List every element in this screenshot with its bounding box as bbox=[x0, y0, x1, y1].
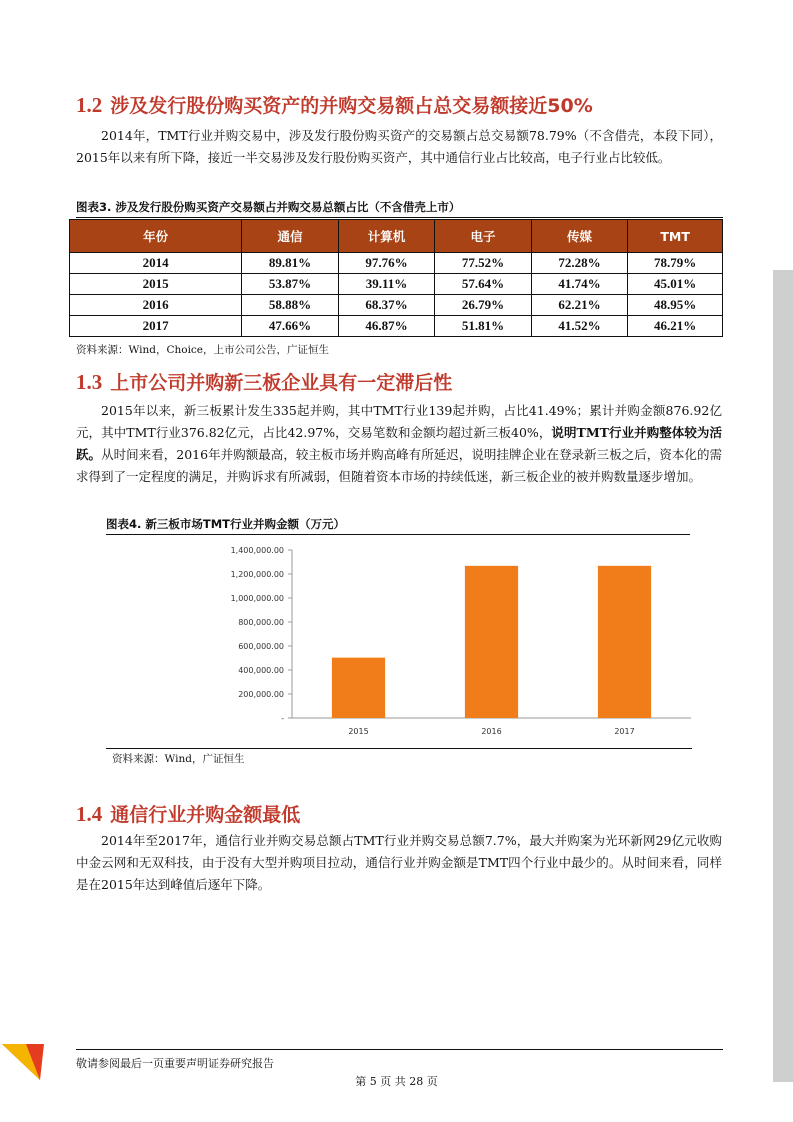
table-cell: 72.28% bbox=[531, 253, 628, 274]
table-row bbox=[70, 316, 723, 337]
table-cell: 78.79% bbox=[628, 253, 723, 274]
header-electronics: 电子 bbox=[435, 220, 532, 253]
footer-disclaimer: 敬请参阅最后一页重要声明证券研究报告 bbox=[76, 1057, 274, 1070]
table-row bbox=[70, 253, 723, 274]
y-tick-label: 400,000.00 bbox=[238, 666, 284, 675]
bar-2017 bbox=[598, 566, 651, 718]
highlight-text: 说明TMT行业并购整体较为活跃。 bbox=[76, 425, 722, 462]
x-tick-label: 2017 bbox=[614, 727, 635, 736]
section-1-2-paragraph: 2014年，TMT行业并购交易中，涉及发行股份购买资产的交易额占总交易额78.79%（不含借壳，本段下同），2015年以来有所下降，接近一半交易涉及发行股份购买资产，其中通信行业占比较高，电子行业占比较低。 bbox=[76, 128, 722, 165]
page-number: 第 5 页 共 28 页 bbox=[355, 1075, 438, 1088]
table-cell: 68.37% bbox=[338, 295, 435, 316]
header-media: 传媒 bbox=[531, 220, 628, 253]
footer-rule bbox=[76, 1049, 723, 1050]
table-cell: 2014 bbox=[70, 253, 242, 274]
table-cell: 39.11% bbox=[338, 274, 435, 295]
table-cell: 26.79% bbox=[435, 295, 532, 316]
table-cell: 97.76% bbox=[338, 253, 435, 274]
table-header-row bbox=[70, 220, 723, 253]
table-cell: 77.52% bbox=[435, 253, 532, 274]
y-tick-label: 1,000,000.00 bbox=[230, 594, 284, 603]
table-cell: 2015 bbox=[70, 274, 242, 295]
table-cell: 46.21% bbox=[628, 316, 723, 337]
header-telecom: 通信 bbox=[242, 220, 339, 253]
table-cell: 51.81% bbox=[435, 316, 532, 337]
y-tick-label: 1,400,000.00 bbox=[230, 546, 284, 555]
table-cell: 46.87% bbox=[338, 316, 435, 337]
table-cell: 2017 bbox=[70, 316, 242, 337]
section-title-1-4: 1.4 通信行业并购金额最低 bbox=[76, 802, 301, 826]
side-scroll-bar bbox=[773, 270, 793, 1082]
section-1-3-paragraph: 2015年以来，新三板累计发生335起并购，其中TMT行业139起并购，占比41.49%；累计并购金额876.92亿元，其中TMT行业376.82亿元，占比42.97%，交易笔数和金额均超过新三板40%，说明TMT行业并购整体较为活跃。从时间来看，2016年并购额最高，较主板市场并购高峰有所延迟，说明挂牌企业在登录新三板之后，资本化的需求得到了一定程度的满足，并购诉求有所减弱，但随着资本市场的持续低迷，新三板企业的被并购数量逐步增加。 bbox=[76, 403, 722, 484]
table-3 bbox=[69, 219, 723, 337]
table-cell: 57.64% bbox=[435, 274, 532, 295]
table-cell: 48.95% bbox=[628, 295, 723, 316]
table-cell: 45.01% bbox=[628, 274, 723, 295]
figure-4-rule bbox=[106, 748, 692, 749]
figure-4-chart bbox=[106, 538, 692, 748]
table-cell: 41.74% bbox=[531, 274, 628, 295]
table-cell: 2016 bbox=[70, 295, 242, 316]
section-1-4-paragraph: 2014年至2017年，通信行业并购交易总额占TMT行业并购交易总额7.7%，最大并购案为光环新网29亿元收购中金云网和无双科技，由于没有大型并购项目拉动，通信行业并购金额是TMT四个行业中最少的。从时间来看，同样是在2015年达到峰值后逐年下降。 bbox=[76, 833, 722, 892]
y-tick-label: 1,200,000.00 bbox=[230, 570, 284, 579]
y-tick-label: 200,000.00 bbox=[238, 690, 284, 699]
figure-4-source: 资料来源：Wind，广证恒生 bbox=[112, 753, 245, 765]
header-year: 年份 bbox=[70, 220, 242, 253]
table-cell: 53.87% bbox=[242, 274, 339, 295]
table-cell: 41.52% bbox=[531, 316, 628, 337]
table-cell: 89.81% bbox=[242, 253, 339, 274]
y-tick-label: 600,000.00 bbox=[238, 642, 284, 651]
section-title-1-3: 1.3 上市公司并购新三板企业具有一定滞后性 bbox=[76, 370, 453, 394]
y-tick-label: 800,000.00 bbox=[238, 618, 284, 627]
table-cell: 47.66% bbox=[242, 316, 339, 337]
y-tick-label: - bbox=[281, 714, 284, 723]
table-cell: 58.88% bbox=[242, 295, 339, 316]
table-3-caption: 图表3. 涉及发行股份购买资产交易额占并购交易总额占比（不含借壳上市） bbox=[76, 199, 723, 218]
header-computer: 计算机 bbox=[338, 220, 435, 253]
table-row bbox=[70, 295, 723, 316]
table-row bbox=[70, 274, 723, 295]
section-title-1-2: 1.2 涉及发行股份购买资产的并购交易额占总交易额接近50% bbox=[76, 93, 593, 117]
x-tick-label: 2015 bbox=[348, 727, 369, 736]
table-3-source: 资料来源：Wind，Choice，上市公司公告，广证恒生 bbox=[76, 344, 330, 356]
table-cell: 62.21% bbox=[531, 295, 628, 316]
chart-bars bbox=[332, 566, 651, 718]
bar-2015 bbox=[332, 658, 385, 718]
bar-2016 bbox=[465, 566, 518, 718]
header-tmt: TMT bbox=[628, 220, 723, 253]
x-tick-label: 2016 bbox=[481, 727, 502, 736]
figure-4-caption: 图表4. 新三板市场TMT行业并购金额（万元） bbox=[106, 516, 690, 535]
